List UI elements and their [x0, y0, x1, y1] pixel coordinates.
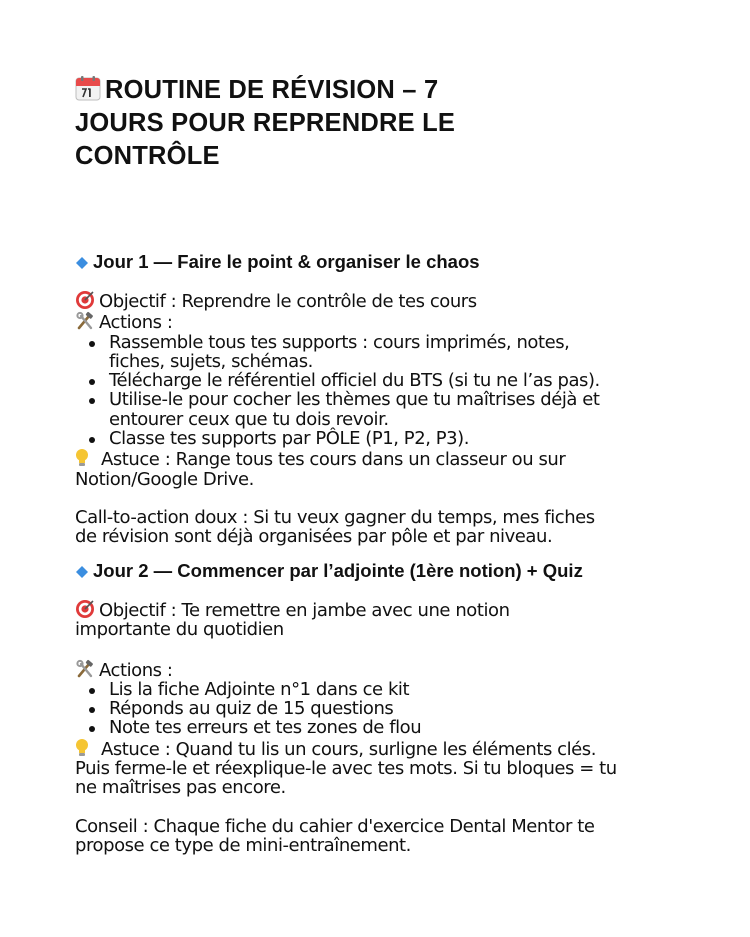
- light-bulb-icon: [75, 448, 101, 468]
- day1-tip-cont: Notion/Google Drive.: [75, 468, 254, 490]
- day1-body: [75, 290, 685, 547]
- day2-tip-cont: ne maîtrises pas encore.: [75, 777, 286, 799]
- list-item: Utilise-le pour cocher les thèmes que tu maîtrises déjà et entourer ceux que tu dois revoir.: [75, 390, 685, 429]
- list-item: Classe tes supports par PÔLE (P1, P2, P3).: [75, 429, 685, 448]
- target-icon: [75, 599, 99, 619]
- day2-advice: Conseil : Chaque fiche du cahier d'exercice Dental Mentor te: [75, 815, 595, 837]
- calendar-icon: [75, 75, 101, 101]
- blue-diamond-icon: [75, 252, 93, 276]
- day1-heading-text: Jour 1 — Faire le point & organiser le chaos: [93, 251, 480, 272]
- day2-objective: Objectif : Te remettre en jambe avec une notion: [75, 599, 685, 620]
- day1-cta-cont: de révision sont déjà organisées par pôle et par niveau.: [75, 526, 553, 548]
- blue-diamond-icon: [75, 561, 93, 585]
- title-line: CONTRÔLE: [75, 142, 220, 170]
- day2-actions-label: Actions :: [75, 659, 685, 680]
- hammer-wrench-icon: [75, 311, 99, 331]
- day1-objective: Objectif : Reprendre le contrôle de tes cours: [75, 290, 685, 311]
- day2-heading-text: Jour 2 — Commencer par l’adjointe (1ère notion) + Quiz: [93, 560, 583, 581]
- list-item: Télécharge le référentiel officiel du BTS (si tu ne l’as pas).: [75, 371, 685, 390]
- day2-heading: [75, 559, 583, 585]
- list-item: Note tes erreurs et tes zones de flou: [75, 718, 685, 737]
- day2-tip-cont: Puis ferme-le et réexplique-le avec tes mots. Si tu bloques = tu: [75, 758, 617, 780]
- title-line: JOURS POUR REPRENDRE LE: [75, 109, 456, 137]
- day1-cta: Call-to-action doux : Si tu veux gagner du temps, mes fiches: [75, 506, 595, 528]
- day1-tip: Astuce : Range tous tes cours dans un classeur ou sur: [75, 448, 685, 469]
- day2-advice-cont: propose ce type de mini-entraînement.: [75, 834, 411, 856]
- target-icon: [75, 290, 99, 310]
- page-title: [75, 74, 545, 173]
- list-item: Réponds au quiz de 15 questions: [75, 699, 685, 718]
- day2-actions-list: [75, 680, 685, 738]
- day2-tip: Astuce : Quand tu lis un cours, surligne les éléments clés.: [75, 738, 685, 759]
- hammer-wrench-icon: [75, 659, 99, 679]
- day2-objective-cont: importante du quotidien: [75, 619, 284, 641]
- light-bulb-icon: [75, 738, 101, 758]
- list-item: Lis la fiche Adjointe n°1 dans ce kit: [75, 680, 685, 699]
- day1-actions-label: Actions :: [75, 311, 685, 332]
- day1-heading: [75, 250, 480, 276]
- title-line: ROUTINE DE RÉVISION – 7: [105, 76, 439, 104]
- day2-body: [75, 599, 685, 855]
- list-item: Rassemble tous tes supports : cours imprimés, notes, fiches, sujets, schémas.: [75, 333, 685, 372]
- day1-actions-list: [75, 333, 685, 449]
